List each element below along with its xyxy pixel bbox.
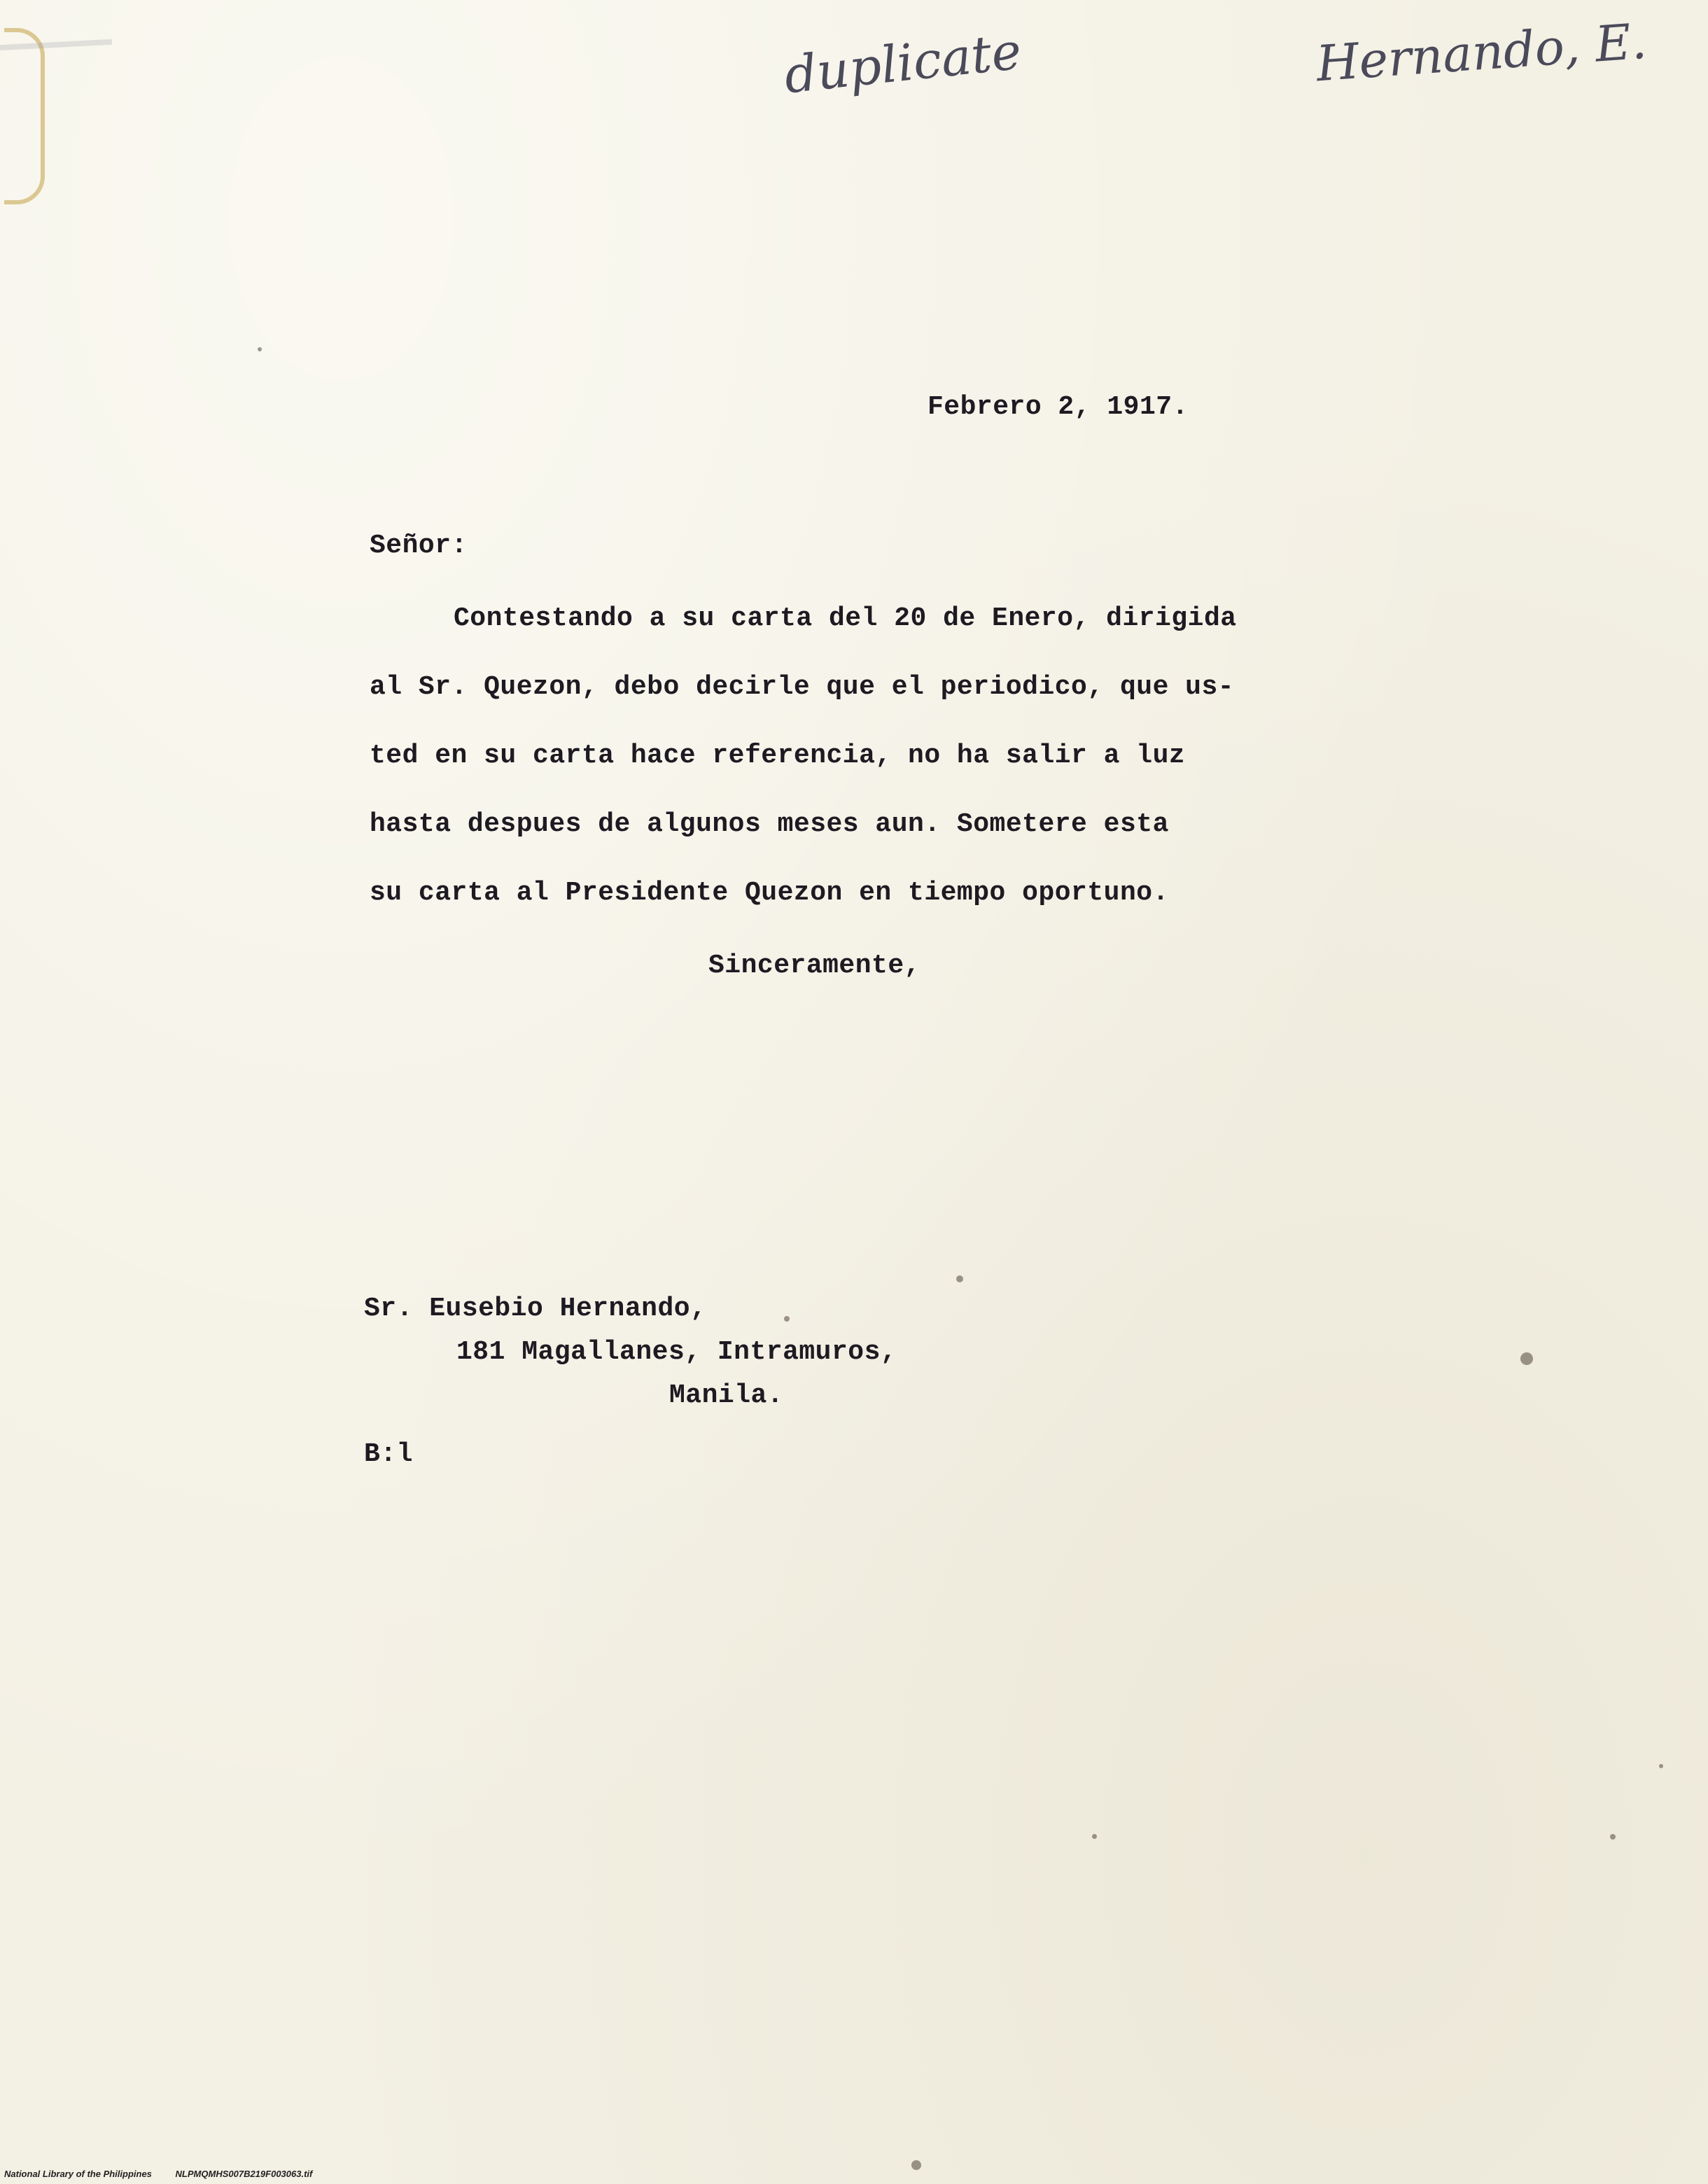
letter-closing: Sinceramente,: [708, 951, 920, 981]
letter-body-line-3: ted en su carta hace referencia, no ha salir a luz: [370, 741, 1186, 771]
letter-salutation: Señor:: [370, 531, 468, 561]
recipient-name: Sr. Eusebio Hernando,: [364, 1294, 707, 1324]
recipient-city: Manila.: [669, 1380, 784, 1410]
paper-speck: [1520, 1352, 1533, 1365]
letter-body-line-5: su carta al Presidente Quezon en tiempo oportuno.: [370, 878, 1169, 908]
archive-source: National Library of the Philippines: [4, 2169, 152, 2179]
letter-body-line-4: hasta despues de algunos meses aun. Sometere esta: [370, 809, 1169, 839]
paper-speck: [784, 1316, 790, 1322]
letter-date: Febrero 2, 1917.: [927, 392, 1189, 422]
typist-initials: B:l: [364, 1439, 413, 1469]
archive-filename: NLPMQMHS007B219F003063.tif: [175, 2169, 313, 2179]
archive-footer: [4, 2169, 312, 2179]
letter-body-line-2: al Sr. Quezon, debo decirle que el periodico, que us-: [370, 672, 1235, 702]
paper-speck: [258, 347, 262, 351]
paper-speck: [1659, 1764, 1663, 1768]
handwritten-name-note: Hernando, E.: [1314, 12, 1648, 93]
paper-speck: [956, 1275, 963, 1282]
handwritten-duplicate-note: duplicate: [781, 21, 1024, 105]
paper-speck: [1610, 1834, 1616, 1840]
recipient-street: 181 Magallanes, Intramuros,: [456, 1337, 897, 1367]
paper-speck: [1092, 1834, 1097, 1839]
letter-body-line-1: Contestando a su carta del 20 de Enero, dirigida: [454, 603, 1237, 634]
paper-stain: [4, 28, 45, 204]
paper-speck: [911, 2160, 921, 2170]
